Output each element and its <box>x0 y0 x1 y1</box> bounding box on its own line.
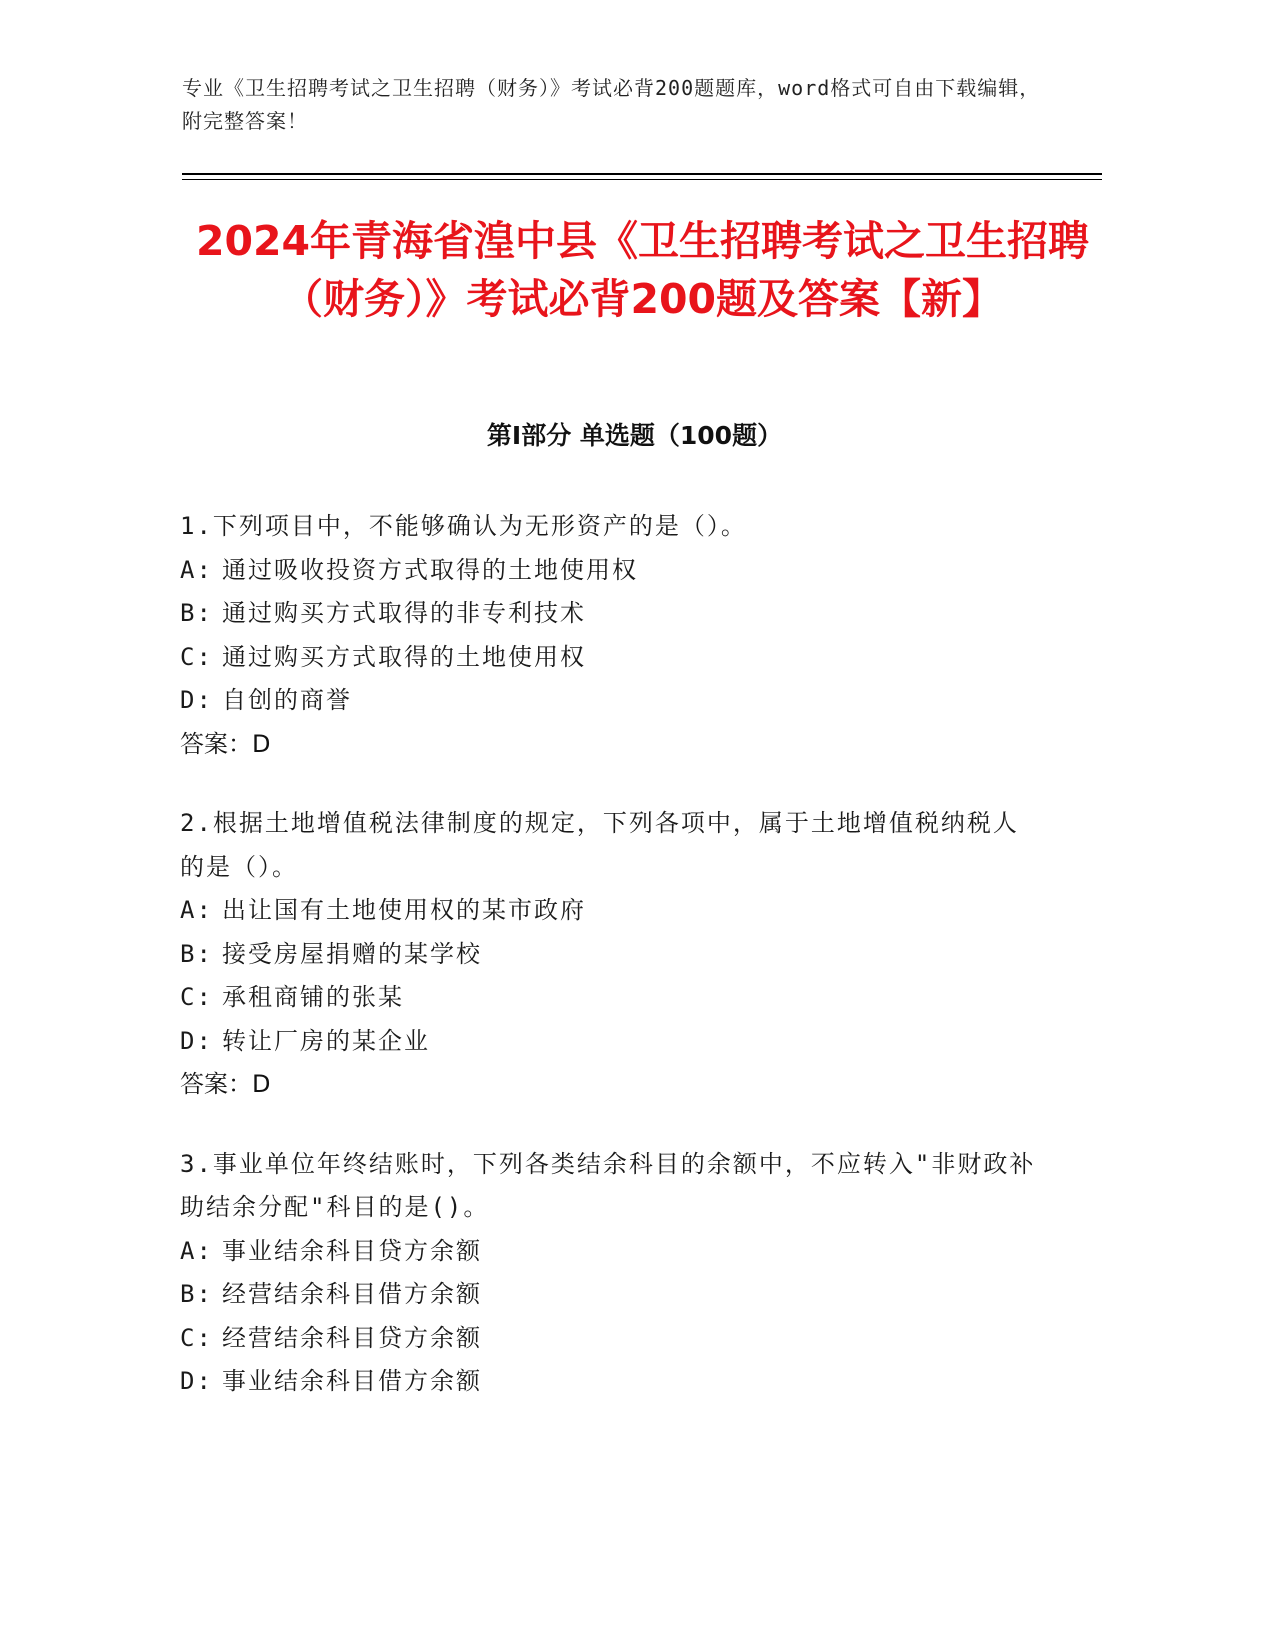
header-note: 专业《卫生招聘考试之卫生招聘（财务）》考试必背200题题库，word格式可自由下载编辑，附完整答案！ <box>182 76 1041 133</box>
question-2 <box>180 802 1040 1107</box>
answer: 答案：D <box>180 729 271 758</box>
header-divider-thin <box>182 179 1102 180</box>
option-a <box>180 549 1040 593</box>
option-a <box>180 1230 1040 1274</box>
question-stem: 1.下列项目中，不能够确认为无形资产的是（）。 <box>180 512 747 540</box>
option-letter: D: <box>180 1367 213 1395</box>
option-letter: C: <box>180 1323 213 1352</box>
option-text: 接受房屋捐赠的某学校 <box>222 939 482 968</box>
option-text: 事业结余科目借方余额 <box>222 1367 482 1395</box>
option-c <box>180 1317 1040 1361</box>
option-d <box>180 679 1040 723</box>
option-c <box>180 976 1040 1020</box>
option-letter: C: <box>180 983 213 1011</box>
question-1 <box>180 505 1040 766</box>
option-letter: B: <box>180 939 213 968</box>
option-d <box>180 1020 1040 1064</box>
option-text: 经营结余科目贷方余额 <box>222 1323 482 1352</box>
option-text: 通过购买方式取得的土地使用权 <box>222 642 586 671</box>
option-text: 转让厂房的某企业 <box>222 1026 430 1055</box>
option-b <box>180 592 1040 636</box>
option-letter: D: <box>180 686 213 714</box>
option-text: 通过吸收投资方式取得的土地使用权 <box>222 555 638 584</box>
option-letter: B: <box>180 599 213 627</box>
option-text: 承租商铺的张某 <box>222 983 404 1011</box>
document-title: 2024年青海省湟中县《卫生招聘考试之卫生招聘（财务）》考试必背200题及答案【新】 <box>195 217 1090 323</box>
question-list <box>180 505 1040 1440</box>
question-3 <box>180 1143 1040 1404</box>
option-a <box>180 889 1040 933</box>
header-divider-thick <box>182 173 1102 175</box>
option-letter: A: <box>180 555 213 584</box>
answer: 答案：D <box>180 1070 271 1098</box>
option-text: 事业结余科目贷方余额 <box>222 1236 482 1265</box>
question-stem: 3.事业单位年终结账时，下列各类结余科目的余额中，不应转入"非财政补助结余分配"科目的是()。 <box>180 1149 1036 1221</box>
option-letter: B: <box>180 1280 213 1308</box>
option-letter: A: <box>180 896 213 924</box>
option-text: 经营结余科目借方余额 <box>222 1280 482 1308</box>
option-letter: D: <box>180 1026 213 1055</box>
option-text: 通过购买方式取得的非专利技术 <box>222 599 586 627</box>
option-b <box>180 933 1040 977</box>
question-stem: 2.根据土地增值税法律制度的规定，下列各项中，属于土地增值税纳税人的是（）。 <box>180 809 1019 881</box>
option-b <box>180 1273 1040 1317</box>
section-title: 第I部分 单选题（100题） <box>486 421 783 450</box>
option-letter: A: <box>180 1236 213 1265</box>
option-c <box>180 636 1040 680</box>
option-letter: C: <box>180 642 213 671</box>
option-text: 出让国有土地使用权的某市政府 <box>222 896 586 924</box>
option-text: 自创的商誉 <box>222 686 352 714</box>
option-d <box>180 1360 1040 1404</box>
